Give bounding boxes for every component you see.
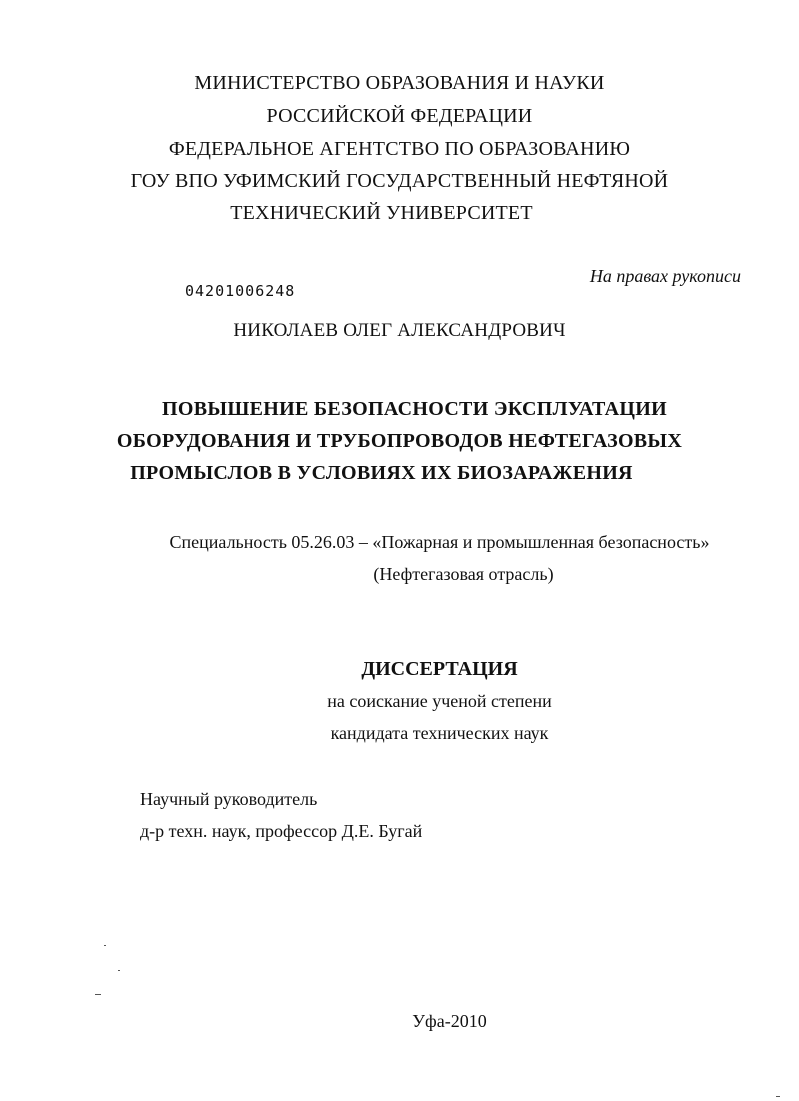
university-line-1: ГОУ ВПО УФИМСКИЙ ГОСУДАРСТВЕННЫЙ НЕФТЯНОЙ bbox=[130, 170, 669, 192]
title-line-3: ПРОМЫСЛОВ В УСЛОВИЯХ ИХ БИОЗАРАЖЕНИЯ bbox=[130, 462, 633, 484]
specialty-line-2: (Нефтегазовая отрасль) bbox=[373, 564, 554, 584]
manuscript-note: На правах рукописи bbox=[589, 266, 741, 286]
ministry-line-2: РОССИЙСКОЙ ФЕДЕРАЦИИ bbox=[266, 105, 533, 127]
registration-number: 04201006248 bbox=[185, 282, 296, 300]
specialty-line-1: Специальность 05.26.03 – «Пожарная и промышленная безопасность» bbox=[169, 532, 710, 552]
scan-speck bbox=[104, 945, 106, 946]
supervisor-name: д-р техн. наук, профессор Д.Е. Бугай bbox=[140, 821, 423, 841]
dissertation-heading: ДИССЕРТАЦИЯ bbox=[361, 658, 518, 680]
supervisor-label: Научный руководитель bbox=[140, 789, 318, 809]
agency-line: ФЕДЕРАЛЬНОЕ АГЕНТСТВО ПО ОБРАЗОВАНИЮ bbox=[168, 138, 631, 160]
title-line-1: ПОВЫШЕНИЕ БЕЗОПАСНОСТИ ЭКСПЛУАТАЦИИ bbox=[162, 398, 667, 420]
place-year: Уфа-2010 bbox=[412, 1011, 487, 1031]
degree-line-1: на соискание ученой степени bbox=[327, 691, 552, 711]
scan-speck bbox=[118, 970, 120, 971]
title-line-2: ОБОРУДОВАНИЯ И ТРУБОПРОВОДОВ НЕФТЕГАЗОВЫХ bbox=[116, 430, 683, 452]
scan-speck bbox=[95, 994, 101, 995]
university-line-2: ТЕХНИЧЕСКИЙ УНИВЕРСИТЕТ bbox=[230, 202, 533, 224]
author-name: НИКОЛАЕВ ОЛЕГ АЛЕКСАНДРОВИЧ bbox=[233, 320, 566, 341]
scan-speck bbox=[776, 1096, 780, 1097]
degree-line-2: кандидата технических наук bbox=[330, 723, 549, 743]
ministry-line-1: МИНИСТЕРСТВО ОБРАЗОВАНИЯ И НАУКИ bbox=[194, 72, 605, 94]
